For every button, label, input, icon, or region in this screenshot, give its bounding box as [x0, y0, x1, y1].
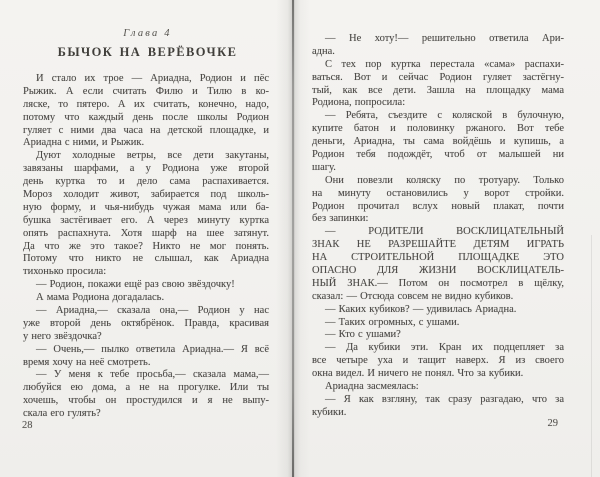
text-line: Родион тебя подождёт, чтоб от малышей ни — [312, 149, 564, 161]
text-line: кубики. — [312, 406, 347, 418]
text-line: купите батон и половинку ржаного. Вот тебе — [312, 123, 564, 135]
text-line: Родиона, попросила: — [312, 97, 406, 109]
text-line: Ариадна засмеялась: — [325, 381, 419, 393]
text-line: тый, как все дети. Зашла на площадку мама — [312, 84, 564, 96]
text-line: — Ариадна,— сказала она,— Родион у нас — [36, 305, 269, 317]
text-line: уже второй день октябрёнок. Правда, красивая — [23, 317, 269, 329]
text-line: С тех пор куртка перестала «сама» распахи- — [325, 58, 564, 70]
text-line: Да что же это такое? Никто не мог понять. — [23, 240, 269, 252]
text-line: — Не хоту!— решительно ответила Ари- — [325, 33, 564, 44]
text-line: скала его гулять? — [23, 408, 101, 420]
text-line: НЫЙ ЗНАК.— Потом он посмотрел в щёлку, — [312, 277, 564, 289]
text-line: любуйся ею дома, а не на прогулке. Или ты — [23, 382, 269, 394]
text-line: опять распахнута. Хотя шарф на шее затянут. — [23, 227, 269, 239]
text-line: время хочу на неё смотреть. — [23, 356, 151, 368]
text-line: ную форму, и чья-нибудь чужая мама или ба- — [23, 201, 269, 213]
text-line: — Я как взгляну, так сразу разгадаю, что за — [325, 393, 564, 405]
text-line: Мороз холодит живот, забирается под школь- — [23, 189, 269, 201]
text-line: бушка застёгивает его. А через минуту куртка — [23, 214, 269, 226]
page-edge-line — [591, 235, 592, 477]
page-title: БЫЧОК НА ВЕРЁВОЧКЕ — [57, 45, 238, 59]
text-line: Ариадна с ними, и Рыжик. — [23, 137, 145, 149]
text-line: А мама Родиона догадалась. — [36, 292, 165, 304]
text-line: все четыре уха и тащит наверх. Я из своего — [312, 355, 564, 367]
gutter-binding-line — [292, 0, 294, 477]
text-line: Они повезли коляску по тротуару. Только — [325, 174, 564, 186]
text-line: ОПАСНО ДЛЯ ЖИЗНИ ВОСКЛИЦАТЕЛЬ- — [312, 265, 564, 277]
text-line: день куртка то и дело сама распахивается. — [23, 176, 269, 188]
text-line: — РОДИТЕЛИ ВОСКЛИЦАТЕЛЬНЫЙ — [325, 226, 564, 238]
text-line: ваться. Вот и сейчас Родион гуляет застёгну- — [312, 71, 564, 83]
text-line: Дуют холодные ветры, все дети закутаны, — [36, 150, 269, 162]
text-line: тихонько просила: — [23, 266, 107, 278]
text-line: НА СТРОИТЕЛЬНОЙ ПЛОЩАДКЕ ЭТО — [312, 252, 564, 264]
text-line: завязаны шарфами, а у Родиона уже второй — [23, 163, 269, 175]
text-line: сказал: — Отсюда совсем не видно кубиков. — [312, 290, 514, 302]
text-line: Потому что никто не слышал, как Ариадна — [23, 253, 269, 265]
text-line: адна. — [312, 45, 335, 57]
text-line: — Кто с ушами? — [325, 329, 401, 341]
text-line: у него звёздочка? — [23, 330, 102, 342]
text-line: — Да кубики эти. Кран их подцепляет за — [325, 342, 564, 354]
chapter-heading: Глава 4 — [123, 28, 172, 39]
text-line: окна видел. И ничего не понял. Что за кубики. — [312, 368, 524, 380]
right-page-body — [312, 33, 564, 420]
text-line: — Очень,— пылко ответила Ариадна.— Я всё — [36, 343, 269, 355]
text-line: хочешь, чтобы он простудился и я не выпу- — [23, 395, 269, 407]
text-line: на минуту остановились у ворот стройки. — [312, 187, 564, 199]
text-line: без запинки: — [312, 213, 369, 225]
page-number-right: 29 — [547, 418, 558, 429]
text-line: — Ребята, съездите с коляской в булочную, — [325, 110, 564, 122]
text-line: гуляет с ними два часа на детской площадке, и — [23, 124, 269, 136]
text-line: — Каких кубиков? — удивилась Ариадна. — [325, 303, 517, 315]
text-line: шагу. — [312, 161, 336, 173]
text-line: ляске, то пятеро. А их считать, конечно, надо, — [23, 98, 269, 110]
text-line: — Таких огромных, с ушами. — [325, 316, 460, 328]
gutter-shadow — [276, 0, 310, 477]
text-line: Рыжик. А если считать Филю и Тилю в ко- — [23, 85, 269, 97]
page-number-left: 28 — [22, 420, 33, 431]
text-line: — У меня к тебе просьба,— сказала мама,— — [36, 369, 269, 381]
text-line: деньги, Ариадна, ты сама войдёшь и купишь, а — [312, 136, 564, 148]
left-page-body — [23, 73, 269, 421]
text-line: — Родион, покажи ещё раз свою звёздочку! — [36, 279, 235, 291]
text-line: Родион прочитал вслух новый плакат, почти — [312, 200, 564, 212]
text-line: И стало их трое — Ариадна, Родион и пёс — [36, 73, 269, 84]
text-line: потому что каждый день после школы Родион — [23, 111, 269, 123]
text-line: ЗНАК НЕ РАЗРЕШАЙТЕ ДЕТЯМ ИГРАТЬ — [312, 239, 564, 251]
